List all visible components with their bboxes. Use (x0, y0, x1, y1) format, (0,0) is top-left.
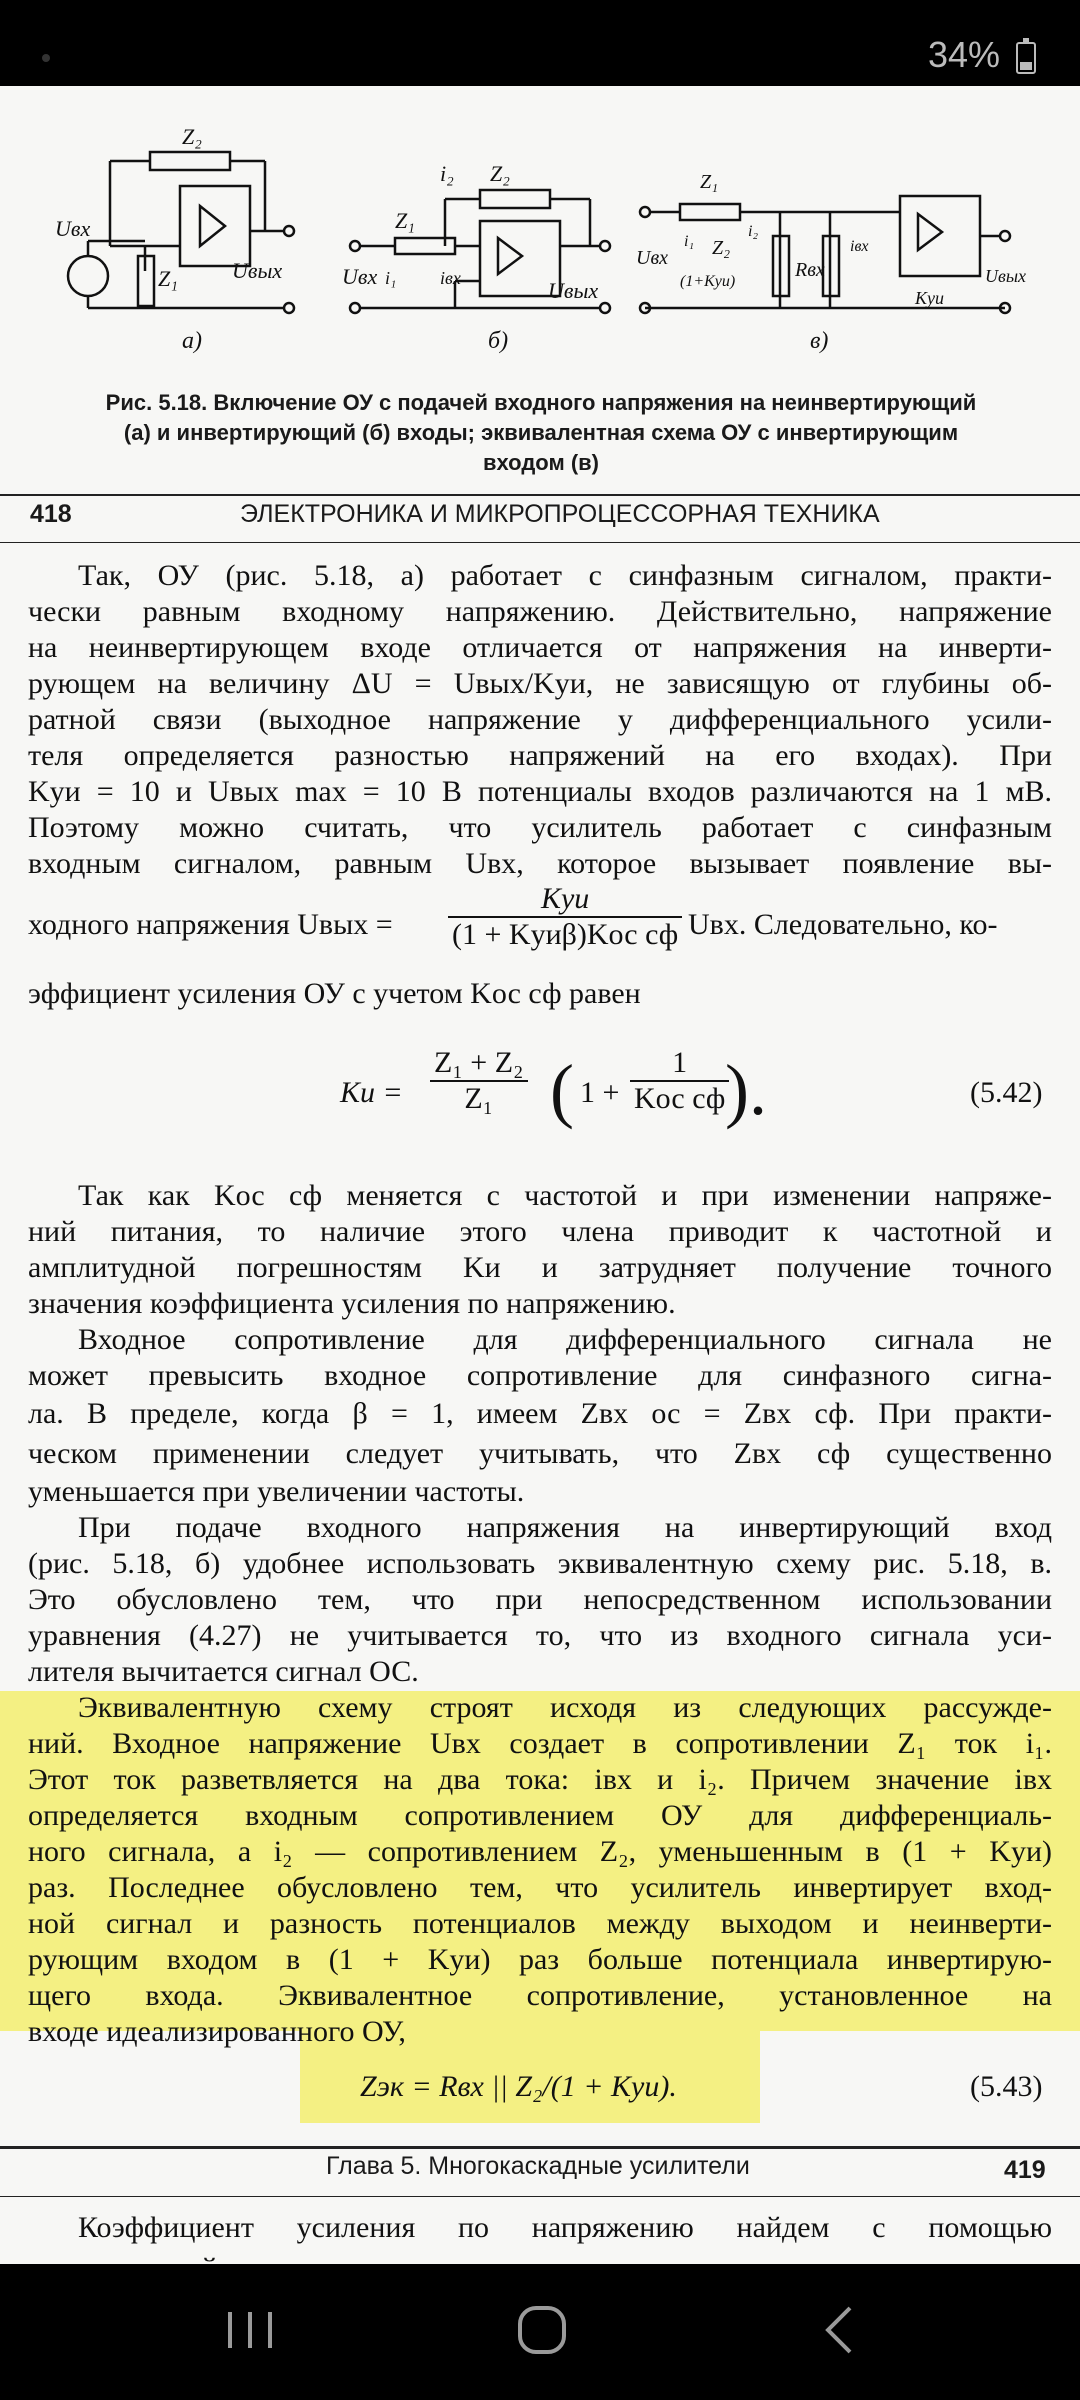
fraction: Kуи (1 + Kуиβ)Kос сф (448, 882, 682, 952)
equation-5-42: Kи = $\frac{\text{Z₁ + Z₂}}{\text{Z₁}}$ ( 1 + 1 Kос сф ). (5.42) (340, 1046, 1043, 1130)
fig-label: Z₂ (182, 124, 202, 149)
back-icon[interactable] (800, 2300, 880, 2360)
fig-label: i₂ (748, 223, 759, 240)
circuit-c (636, 171, 1026, 354)
header-underline-next (0, 2196, 1080, 2197)
circuit-figure (0, 86, 1080, 366)
navigation-bar (0, 2264, 1080, 2400)
recent-apps-icon[interactable] (210, 2300, 290, 2360)
fig-label: Uвх (636, 247, 669, 269)
equation-number: (5.43) (970, 2070, 1043, 2103)
home-icon[interactable] (500, 2300, 580, 2360)
document-page[interactable]: Z₂ Z₁ Uвх Uвых а) i₂ Z₁ Z₂ iвх i₁ Uвх Uвых б) Z₁ Z₂ (1+Kуи) Rвх iвх Kуи Uвх Uвых i₁ i₂ в) Рис. 5.18. Включение ОУ с подачей входного напряжения на неинвертирующий (а) и инвертирующий (б) входы; эквивалентная схема ОУ с инвертирующим входом (в) 418 ЭЛЕКТРОНИКА И МИКРОПРОЦЕССОРНАЯ ТЕХНИКА Так, ОУ (рис. 5.18, а) работает с синфазным сигналом, практи- чески равным входному напряжению. Действительно, напряжение на неинвертирующем входе отличается от напряжения на инверти- рующем на величину ΔU = Uвых/Kуи, не зависящую от глубины об- ратной связи (выходное напряжение у дифференциального усили- теля определяется разностью напряжений на его входах). При Kуи = 10 и Uвых max = 10 В потенциалы входов различаются на 1 мВ. Поэтому можно считать, что усилитель работает с синфазным входным сигналом, равным Uвх, которое вызывает появление вы- ходного напряжения Uвых = Kуи (1 + Kуиβ)Kос сф Uвх. Следовательно, ко- эффициент усиления ОУ с учетом Kос сф равен Kи = $\frac{\text{Z₁ + Z₂}}{\text{Z₁}}$ ( 1 + 1 Kос сф ). (5.42) Так как Kос сф меняется с частотой и при изменении напряже- ний питания, то наличие этого члена приводит к частотной и амплитудной погрешностям Kи и затрудняет получение точного значения коэффициента усиления по напряжению. Входное сопротивление для дифференциального сигнала не может превысить входное сопротивление для синфазного сигна- ла. В пределе, когда β = 1, имеем Zвх ос = Zвх сф. При практи- ческом применении следует учитывать, что Zвх сф существенно уменьшается при увеличении частоты. При подаче входного напряжения на инвертирующий вход (рис. 5.18, б) удобнее использовать эквивалентную схему рис. 5.18, в. Это обусловлено тем, что при непосредственном использовании уравнения (4.27) не учитывается то, что из входного сигнала уси- лителя вычитается сигнал ОС. Эквивалентную схему строят исходя из следующих рассужде- ний. Входное напряжение Uвх создает в сопротивлении Z₁ ток i₁. Этот ток разветвляется на два тока: iвх и i₂. Причем значение iвх определяется входным сопротивлением ОУ для дифференциаль- ного сигнала, а i₂ — сопротивлением Z₂, уменьшенным в (1 + Kуи) раз. Последнее обусловлено тем, что усилитель инвертирует вход- ной сигнал и разность потенциалов между выходом и неинверти- рующим входом в (1 + Kуи) раз больше потенциала инвертирую- щего входа. Эквивалентное сопротивление, установленное на входе идеализированного ОУ, Zэк = Rвх || Z₂/(1 + Kуи). (5.43) Глава 5. Многокаскадные усилители 419 Коэффициент усиления по напряжению найдем с помощью (0, 86, 1080, 2264)
fig-label: Rвх (795, 259, 825, 281)
fig-label: (1+Kуи) (680, 273, 736, 290)
paragraph-1-last-line: эффициент усиления ОУ с учетом Kос сф равен (28, 977, 641, 1010)
fig-label: iвх (440, 268, 461, 288)
fig-label: Kуи (915, 288, 944, 308)
header-rule (0, 494, 1080, 496)
fig-label: i₂ (440, 161, 454, 186)
fig-label: Z₂ (490, 161, 510, 186)
page-number-next: 419 (1004, 2156, 1046, 2184)
fig-label: i₁ (684, 233, 695, 250)
equation-5-43: Zэк = Rвх || Z₂/(1 + Kуи). (5.43) (360, 2070, 1043, 2103)
fig-label: i₁ (385, 268, 397, 288)
fig-label: Uвых (985, 266, 1026, 286)
fig-label: Uвых (232, 258, 283, 283)
status-bar (0, 0, 1080, 86)
battery-percent: 34% (927, 34, 1000, 75)
fig-label: Z₂ (712, 237, 731, 259)
fig-label: Uвых (548, 278, 599, 303)
panel-label-b: б) (488, 328, 509, 354)
equation-number: (5.42) (970, 1076, 1043, 1109)
fig-label: iвх (850, 238, 869, 255)
next-page-line: Коэффициент усиления по напряжению найдем с помощью (78, 2211, 1052, 2244)
fig-label: Z₁ (158, 266, 178, 291)
running-title: ЭЛЕКТРОНИКА И МИКРОПРОЦЕССОРНАЯ ТЕХНИКА (240, 500, 880, 528)
figure-caption: Рис. 5.18. Включение ОУ с подачей входного напряжения на неинвертирующий (а) и инвертирующий (б) входы; эквивалентная схема ОУ с инвертирующим входом (в) (105, 390, 977, 475)
page-number: 418 (30, 500, 72, 528)
fig-label: Uвх (342, 264, 378, 289)
header-underline (0, 542, 1080, 543)
chapter-title: Глава 5. Многокаскадные усилители (326, 2152, 750, 2180)
battery-icon (1016, 42, 1036, 74)
notification-dot-icon (42, 54, 50, 62)
fig-label: Z₁ (700, 171, 719, 193)
fig-label: Uвх (55, 216, 91, 241)
panel-label-c: в) (810, 328, 829, 354)
inline-formula-line: ходного напряжения Uвых = Kуи (1 + Kуиβ)Kос сф Uвх. Следовательно, ко- (28, 882, 998, 951)
fig-label: Z₁ (395, 208, 415, 233)
circuit-b (342, 161, 610, 354)
panel-label-a: а) (182, 328, 202, 354)
circuit-a (55, 124, 294, 354)
page-break-rule (0, 2146, 1080, 2149)
